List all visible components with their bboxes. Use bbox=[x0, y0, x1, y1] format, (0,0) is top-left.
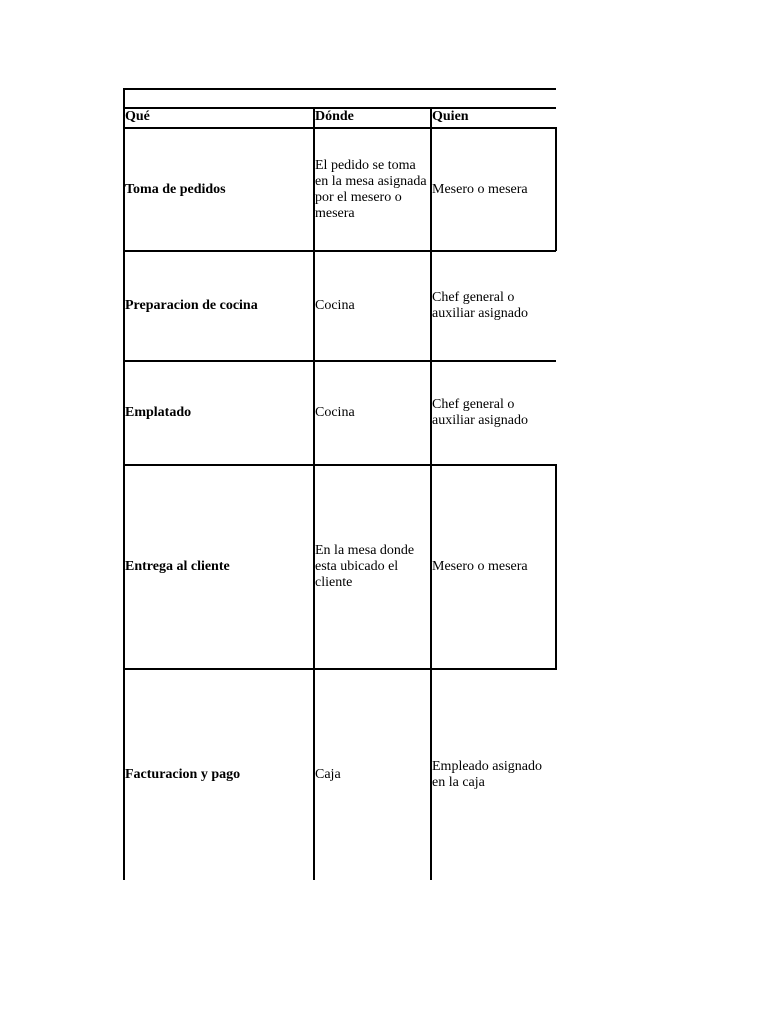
row-que: Preparacion de cocina bbox=[125, 298, 258, 313]
row-donde: Cocina bbox=[315, 298, 355, 313]
header-donde: Dónde bbox=[315, 109, 354, 124]
row-donde: En la mesa donde esta ubicado el cliente bbox=[315, 543, 415, 590]
row-donde: Cocina bbox=[315, 405, 355, 420]
row-que: Toma de pedidos bbox=[125, 181, 226, 197]
row-quien: Mesero o mesera bbox=[432, 559, 528, 574]
row-quien: Mesero o mesera bbox=[432, 181, 528, 197]
row-donde: Caja bbox=[315, 767, 341, 782]
table-border-right bbox=[555, 127, 557, 251]
row-que: Facturacion y pago bbox=[125, 767, 241, 782]
header-que: Qué bbox=[125, 109, 150, 124]
table-border-top bbox=[123, 88, 556, 90]
row-quien: Chef general o auxiliar asignado bbox=[432, 290, 529, 321]
row-quien: Empleado asignado en la caja bbox=[432, 759, 543, 790]
row-quien: Chef general o auxiliar asignado bbox=[432, 397, 529, 428]
header-quien: Quien bbox=[432, 109, 469, 124]
row-donde: El pedido se toma en la mesa asignada por el mesero o mesera bbox=[315, 157, 427, 221]
table-border-right bbox=[555, 464, 557, 670]
row-que: Emplatado bbox=[125, 405, 192, 420]
row-que: Entrega al cliente bbox=[125, 559, 230, 574]
